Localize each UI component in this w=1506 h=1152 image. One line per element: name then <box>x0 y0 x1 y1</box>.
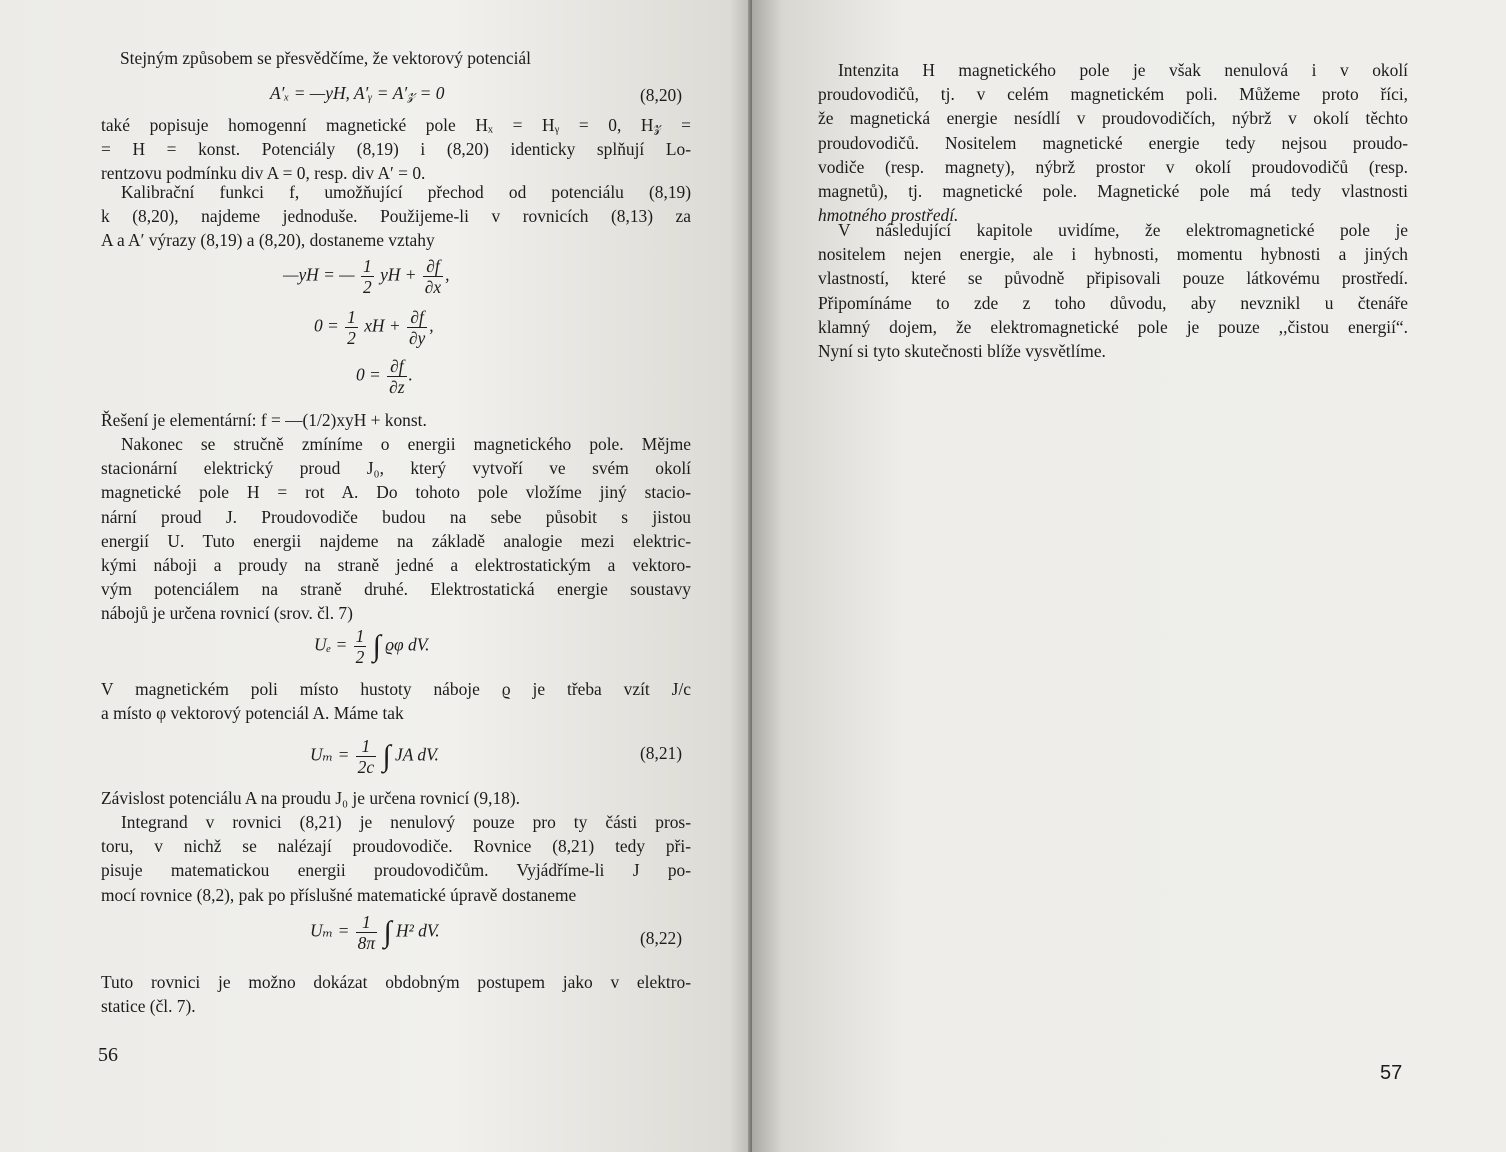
denominator: 2c <box>357 757 375 777</box>
text-line: A a A′ výrazy (8,19) a (8,20), dostaneme vztahy <box>101 230 435 251</box>
left-para-4 <box>101 408 691 432</box>
fraction <box>356 736 376 777</box>
numerator: 1 <box>356 912 377 933</box>
text-line: Připomínáme to zde z toho důvodu, aby nevznikl u čtenáře <box>818 292 1408 313</box>
text-line: klamný dojem, že elektromagnetické pole je pouze ,,čistou energií“. <box>818 316 1408 337</box>
left-para-3 <box>101 180 691 253</box>
text-line: nositelem nejen energie, ale i hybnosti, momentu hybnosti a jiných <box>818 244 1408 265</box>
fraction <box>356 912 377 953</box>
text-line: Řešení je elementární: f = —(1/2)xyH + konst. <box>101 410 427 430</box>
fraction <box>345 307 358 348</box>
right-page <box>752 0 1506 1152</box>
numerator: ∂f <box>387 356 406 377</box>
eq-rhs: JA dV. <box>395 744 439 765</box>
equation-system-line-1: —yH = — $\frac{1}{2}$ yH + $\frac{\partial f}{\partial x}$ , <box>283 256 450 297</box>
text-line: magnetů), tj. magnetické pole. Magnetické pole má tedy vlastnosti <box>818 181 1408 202</box>
text-line: rentzovu podmínku div A = 0, resp. div A′ = 0. <box>101 163 426 184</box>
eq-lhs: 0 = <box>314 315 339 336</box>
page-number-left: 56 <box>98 1044 118 1066</box>
left-para-9 <box>101 970 691 1018</box>
integral-sign: ∫ <box>383 915 392 949</box>
numerator: 1 <box>355 626 365 646</box>
text-line: nábojů je určena rovnicí (srov. čl. 7) <box>101 603 353 624</box>
text-line: toru, v nichž se nalézají proudovodiče. Rovnice (8,21) tedy při- <box>101 836 691 857</box>
left-para-1 <box>120 46 680 70</box>
text-line: Intenzita H magnetického pole je však nenulová i v okolí <box>838 60 1408 80</box>
text-line: Nakonec se stručně zmíníme o energii magnetického pole. Mějme <box>121 434 691 454</box>
text-line: hmotného prostředí. <box>818 205 959 226</box>
left-para-8 <box>101 810 691 907</box>
numerator: 1 <box>356 736 376 757</box>
left-page <box>0 0 752 1152</box>
text-line: Stejným způsobem se přesvědčíme, že vektorový potenciál <box>120 48 531 68</box>
numerator: ∂f <box>407 307 427 328</box>
text-line: také popisuje homogenní magnetické pole Hₓ = Hᵧ = 0, H𝓏 = <box>101 115 691 135</box>
denominator: 2 <box>355 647 365 667</box>
equation-8-22 <box>310 912 440 953</box>
page-number-right: 57 <box>1380 1062 1403 1084</box>
eq-rhs: ϱφ dV. <box>385 634 430 655</box>
fraction <box>361 256 374 297</box>
text-line: Integrand v rovnici (8,21) je nenulový pouze pro ty části pros- <box>121 812 691 832</box>
text-line: vlastností, které se původně připisovali pouze látkovému prostředí. <box>818 268 1408 289</box>
equation-system-line-3: 0 = $\frac{\partial f}{\partial z}$ . <box>356 356 413 397</box>
fraction <box>354 626 367 667</box>
text-line: pisuje matematickou energii proudovodičům. Vyjádříme-li J po- <box>101 860 691 881</box>
left-para-7 <box>101 786 691 810</box>
right-para-1 <box>818 58 1408 227</box>
equation-electrostatic-energy <box>314 626 429 667</box>
denominator: ∂x <box>424 277 442 297</box>
text-line: magnetické pole H = rot A. Do tohoto pole vložíme jiný stacio- <box>101 482 691 503</box>
denominator: ∂z <box>389 377 405 397</box>
text-line: = H = konst. Potenciály (8,19) i (8,20) identicky splňují Lo- <box>101 139 691 160</box>
text-line: proudovodičů, tj. v celém magnetickém poli. Můžeme proto říci, <box>818 84 1408 105</box>
equation-number-8-21: (8,21) <box>640 743 683 763</box>
eq-lhs: Uₑ = <box>314 634 348 655</box>
text-line: k (8,20), najdeme jednoduše. Použijeme-li v rovnicích (8,13) za <box>101 206 691 227</box>
eq-lhs: Uₘ = <box>310 920 350 941</box>
denominator: 8π <box>357 933 376 953</box>
text-line: nární proud J. Proudovodiče budou na sebe působit s jistou <box>101 506 691 527</box>
eq-mid: yH + <box>380 264 417 285</box>
text-line: energií U. Tuto energii najdeme na základě analogie mezi elektric- <box>101 530 691 551</box>
text-line: stacionární elektrický proud J₀, který vytvoří ve svém okolí <box>101 458 691 479</box>
numerator: 1 <box>363 256 372 276</box>
eq-lhs: Uₘ = <box>310 744 350 765</box>
denominator: ∂y <box>408 328 426 348</box>
text-line: vodiče (resp. magnety), nýbrž prostor v okolí proudovodičů (resp. <box>818 156 1408 177</box>
equation-number-8-20: (8,20) <box>640 85 683 105</box>
text-line: mocí rovnice (8,2), pak po příslušné matematické úpravě dostaneme <box>101 884 577 905</box>
numerator: 1 <box>347 307 356 327</box>
right-para-2 <box>818 218 1408 363</box>
text-line: že magnetická energie nesídlí v proudovodičích, nýbrž v okolí těchto <box>818 108 1408 129</box>
text-line: V magnetickém poli místo hustoty náboje ϱ je třeba vzít J/c <box>101 679 691 699</box>
integral-sign: ∫ <box>372 629 381 663</box>
text-line: Závislost potenciálu A na proudu J₀ je určena rovnicí (9,18). <box>101 788 520 808</box>
eq-rhs: H² dV. <box>396 920 440 941</box>
text-line: statice (čl. 7). <box>101 996 196 1017</box>
equation-number-8-22: (8,22) <box>640 928 683 948</box>
left-para-2 <box>101 113 691 186</box>
equation-8-20: A′ₓ = —yH, A′ᵧ = A′𝓏 = 0 <box>270 83 445 103</box>
numerator: ∂f <box>423 256 443 277</box>
text-line: vým potenciálem na straně druhé. Elektrostatická energie soustavy <box>101 579 691 600</box>
partial-fraction <box>423 256 443 297</box>
text-line: Tuto rovnici je možno dokázat obdobným postupem jako v elektro- <box>101 972 691 992</box>
eq-lhs: —yH = — <box>283 264 355 285</box>
text-line: Kalibrační funkci f, umožňující přechod od potenciálu (8,19) <box>121 182 691 202</box>
text-line: a místo φ vektorový potenciál A. Máme tak <box>101 703 404 724</box>
equation-system-line-2: 0 = $\frac{1}{2}$ xH + $\frac{\partial f}{\partial y}$ , <box>314 307 434 348</box>
text-line: Nyní si tyto skutečnosti blíže vysvětlíme. <box>818 341 1106 362</box>
text-line: V následující kapitole uvidíme, že elektromagnetické pole je <box>838 220 1408 240</box>
denominator: 2 <box>363 277 372 297</box>
partial-fraction <box>407 307 427 348</box>
text-line: proudovodičů. Nositelem magnetické energie tedy nejsou proudo- <box>818 132 1408 153</box>
text-line: kými náboji a proudy na straně jedné a elektrostatickým a vektoro- <box>101 555 691 576</box>
partial-fraction <box>387 356 406 397</box>
eq-mid: xH + <box>364 315 401 336</box>
integral-sign: ∫ <box>382 739 391 773</box>
equation-8-21 <box>310 736 439 777</box>
left-para-5 <box>101 432 691 626</box>
eq-lhs: 0 = <box>356 364 381 385</box>
left-para-6 <box>101 677 691 725</box>
denominator: 2 <box>347 328 356 348</box>
